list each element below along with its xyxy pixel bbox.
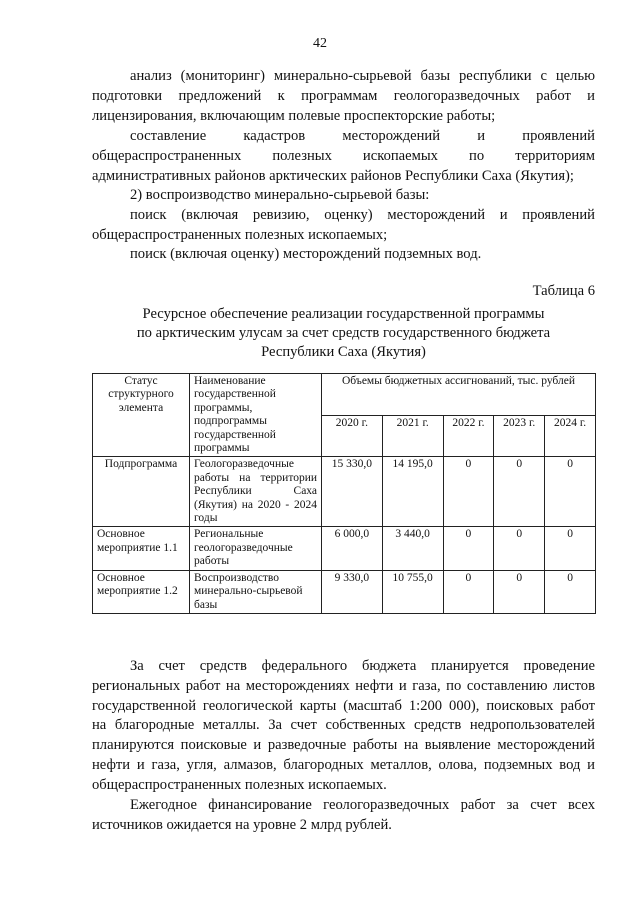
text-line: Ежегодное финансирование геологоразведочных работ за счет всех (130, 797, 595, 813)
header-year: 2021 г. (382, 415, 443, 457)
table-title (92, 305, 595, 362)
paragraph-federal-budget (92, 657, 595, 796)
text-line: нефти и газа, угля, алмазов, благородных металлов, олова, подземных вод и (92, 756, 595, 773)
text-line: анализ (мониторинг) минерально-сырьевой базы республики с целью (130, 68, 595, 84)
text-line: региональных работ на месторождениях нефти и газа, по составлению листов (92, 677, 595, 694)
header-year: 2023 г. (494, 415, 545, 457)
text-line: государственной геологической карты (масштаб 1:200 000), поисковых работ (92, 697, 595, 714)
paragraph-monitoring (92, 67, 595, 126)
table-label: Таблица 6 (532, 283, 595, 299)
text-line: административных районов арктических районов Республики Саха (Якутия); (92, 167, 574, 184)
cell-value: 0 (545, 570, 596, 613)
paragraph-cadastre (92, 127, 595, 186)
text-line: поиск (включая оценку) месторождений подземных вод. (130, 246, 482, 262)
cell-value: 0 (494, 527, 545, 570)
text-line: планируются поисковые и разведочные работы на выявление месторождений (92, 737, 595, 754)
cell-value: 0 (443, 570, 494, 613)
cell-status: Основное мероприятие 1.1 (93, 527, 190, 570)
cell-value: 0 (443, 527, 494, 570)
table-title-line: Республики Саха (Якутия) (261, 344, 426, 360)
text-line: общераспространенных полезных ископаемых. (92, 776, 387, 793)
text-line: источников ожидается на уровне 2 млрд рублей. (92, 816, 392, 833)
header-year: 2022 г. (443, 415, 494, 457)
cell-name: Воспроизводство минерально-сырьевой базы (190, 570, 322, 613)
paragraph-groundwater (92, 245, 595, 265)
cell-status: Основное мероприятие 1.2 (93, 570, 190, 613)
cell-value: 6 000,0 (322, 527, 383, 570)
table-row (93, 527, 596, 570)
cell-value: 0 (494, 457, 545, 527)
cell-value: 0 (443, 457, 494, 527)
text-line: 2) воспроизводство минерально-сырьевой базы: (130, 187, 430, 203)
header-year: 2020 г. (322, 415, 383, 457)
cell-value: 3 440,0 (382, 527, 443, 570)
text-line: составление кадастров месторождений и проявлений (130, 128, 595, 144)
header-name: Наименование государственной программы, подпрограммы государственной программы (190, 374, 322, 457)
paragraph-search-deposits (92, 206, 595, 246)
text-line: общераспространенных полезных ископаемых; (92, 226, 388, 243)
table-row (93, 457, 596, 527)
header-status: Статус структурного элемента (93, 374, 190, 457)
cell-value: 9 330,0 (322, 570, 383, 613)
cell-value: 14 195,0 (382, 457, 443, 527)
text-line: подготовки предложений к программам геологоразведочных работ и (92, 87, 595, 104)
header-budget: Объемы бюджетных ассигнований, тыс. рублей (322, 374, 596, 416)
text-line: поиск (включая ревизию, оценку) месторождений и проявлений (130, 207, 595, 223)
table-title-line: Ресурсное обеспечение реализации государственной программы (142, 306, 545, 322)
cell-name: Геологоразведочные работы на территории Республики Саха (Якутия) на 2020 - 2024 годы (190, 457, 322, 527)
cell-value: 0 (494, 570, 545, 613)
cell-value: 15 330,0 (322, 457, 383, 527)
cell-value: 0 (545, 527, 596, 570)
text-line: общераспространенных полезных ископаемых по территориям (92, 147, 595, 164)
header-year: 2024 г. (545, 415, 596, 457)
paragraph-annual-funding (92, 796, 595, 836)
cell-name: Региональные геологоразведочные работы (190, 527, 322, 570)
table-title-line: по арктическим улусам за счет средств государственного бюджета (136, 325, 551, 341)
text-line: на благородные металлы. За счет собственных средств недропользователей (92, 717, 595, 734)
page-number: 42 (313, 36, 327, 51)
text-line: лицензирования, включающим полевые проспекторские работы; (92, 107, 496, 124)
table-row (93, 570, 596, 613)
paragraph-reproduction (92, 186, 595, 206)
cell-value: 10 755,0 (382, 570, 443, 613)
text-line: За счет средств федерального бюджета планируется проведение (130, 658, 595, 674)
cell-value: 0 (545, 457, 596, 527)
cell-status: Подпрограмма (93, 457, 190, 527)
resource-table (92, 373, 596, 614)
